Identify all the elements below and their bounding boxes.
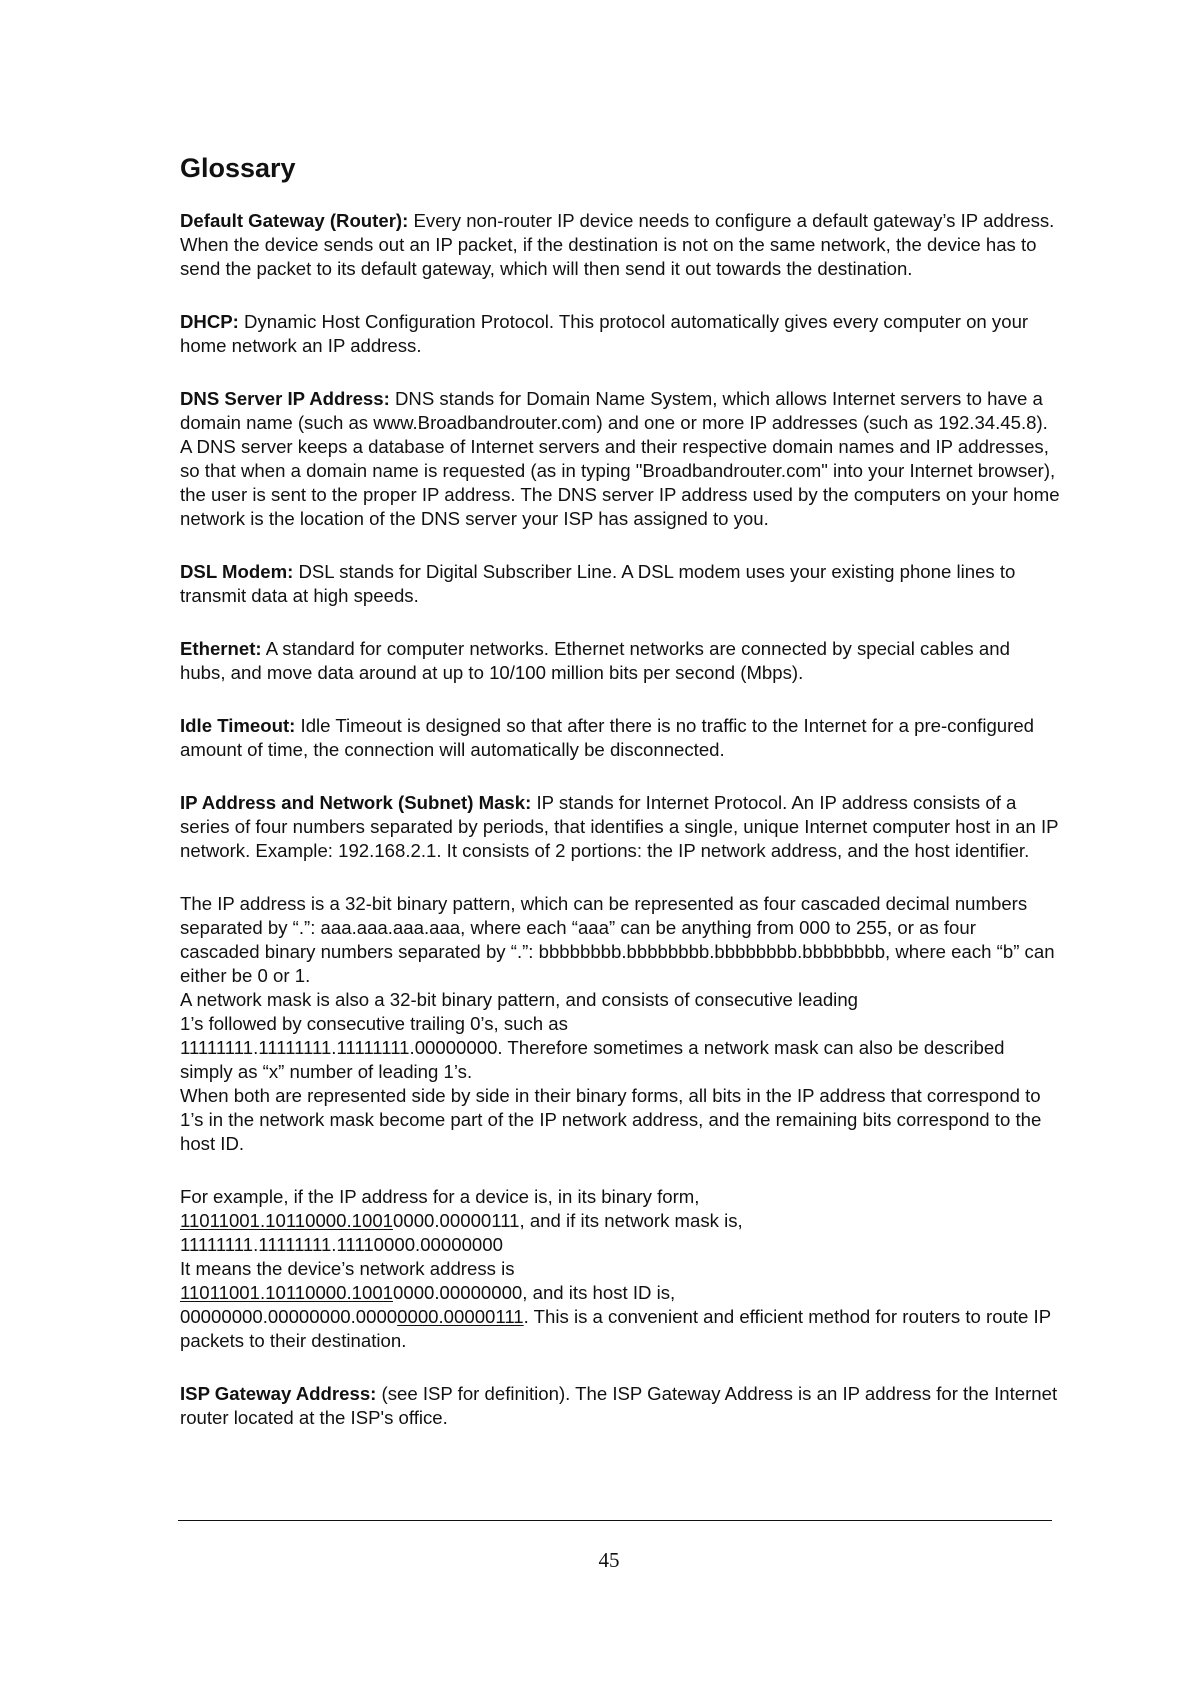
example-ip-rest: 0000.00000111, and if its network mask is,: [393, 1210, 743, 1231]
ip-pattern-text: The IP address is a 32-bit binary pattern, which can be represented as four cascaded decimal numbers separated by “.”: aaa.aaa.aaa.aaa, where each “aaa” can be anything from 000 to 255, or as four cascaded binary numbers separated by “.”: bbbbbbbb.bbbbbbbb.bbbbbbbb.bbbbbbbb, where each “b” can either be 0 or 1.: [180, 893, 1055, 986]
example-host-plain: 00000000.00000000.0000: [180, 1306, 398, 1327]
example-ip-network-part: 11011001.10110000.1001: [180, 1210, 394, 1231]
glossary-entry-default-gateway: [180, 209, 1060, 281]
glossary-entry-dsl-modem: [180, 560, 1060, 608]
glossary-entry-dns-server: [180, 387, 1060, 531]
entry-term: Ethernet:: [180, 638, 262, 659]
ip-address-explanation: [180, 892, 1060, 1156]
entry-term: DNS Server IP Address:: [180, 388, 390, 409]
example-network-rest: 0000.00000000, and its host ID is,: [393, 1282, 676, 1303]
entry-term: DSL Modem:: [180, 561, 294, 582]
example-network-line: [180, 1281, 1060, 1305]
entry-definition: Idle Timeout is designed so that after there is no traffic to the Internet for a pre-configured amount of time, the connection will automatically be disconnected.: [180, 715, 1035, 760]
entry-definition: (see ISP for definition). The ISP Gateway Address is an IP address for the Internet router located at the ISP's office.: [180, 1383, 1058, 1428]
network-mask-text-2: 1’s followed by consecutive trailing 0’s, such as: [180, 1013, 568, 1034]
entry-definition: Every non-router IP device needs to configure a default gateway’s IP address. When the device sends out an IP packet, if the destination is not on the same network, the device has to send the packet to its default gateway, which will then send it out towards the destination.: [180, 210, 1055, 279]
example-ip-line: [180, 1209, 1060, 1233]
entry-term: Default Gateway (Router):: [180, 210, 409, 231]
example-host-rest: . This is a convenient and efficient method for routers to route IP packets to their destination.: [180, 1306, 1051, 1351]
network-mask-text: A network mask is also a 32-bit binary pattern, and consists of consecutive leading: [180, 989, 858, 1010]
binary-forms-text: When both are represented side by side in their binary forms, all bits in the IP address that correspond to 1’s in the network mask become part of the IP network address, and the remaining bits correspond to the host ID.: [180, 1085, 1042, 1154]
page-number: 45: [598, 1548, 620, 1572]
page-title: Glossary: [180, 153, 296, 183]
glossary-entry-idle-timeout: [180, 714, 1060, 762]
entry-term: IP Address and Network (Subnet) Mask:: [180, 792, 532, 813]
entry-definition: Dynamic Host Configuration Protocol. This protocol automatically gives every computer on your home network an IP address.: [180, 311, 1029, 356]
example-network-part: 11011001.10110000.1001: [180, 1282, 394, 1303]
example-means: It means the device’s network address is: [180, 1258, 515, 1279]
entry-term: ISP Gateway Address:: [180, 1383, 377, 1404]
glossary-entry-ethernet: [180, 637, 1060, 685]
entry-definition: A standard for computer networks. Ethernet networks are connected by special cables and hubs, and move data around at up to 10/100 million bits per second (Mbps).: [180, 638, 1010, 683]
example-host-part: 0000.00000111: [397, 1306, 524, 1327]
example-mask: 11111111.11111111.11110000.00000000: [180, 1234, 503, 1255]
entry-term: Idle Timeout:: [180, 715, 296, 736]
entry-term: DHCP:: [180, 311, 239, 332]
network-mask-example: 11111111.11111111.11111111.00000000. Therefore sometimes a network mask can also be described simply as “x” number of leading 1’s.: [180, 1037, 1005, 1082]
entry-definition: DNS stands for Domain Name System, which allows Internet servers to have a domain name (such as www.Broadbandrouter.com) and one or more IP addresses (such as 192.34.45.8). A DNS server keeps a database of Internet servers and their respective domain names and IP addresses, so that when a domain name is requested (as in typing "Broadbandrouter.com" into your Internet browser), the user is sent to the proper IP address. The DNS server IP address used by the computers on your home network is the location of the DNS server your ISP has assigned to you.: [180, 388, 1060, 529]
glossary-entry-isp-gateway: [180, 1382, 1060, 1430]
entry-definition: IP stands for Internet Protocol. An IP address consists of a series of four numbers separated by periods, that identifies a single, unique Internet computer host in an IP network. Example: 192.168.2.1. It consists of 2 portions: the IP network address, and the host identifier.: [180, 792, 1059, 861]
entry-definition: DSL stands for Digital Subscriber Line. A DSL modem uses your existing phone lines to transmit data at high speeds.: [180, 561, 1016, 606]
footer-divider: [178, 1520, 1052, 1521]
glossary-entry-dhcp: [180, 310, 1060, 358]
glossary-entry-ip-address: [180, 791, 1060, 863]
example-intro: For example, if the IP address for a device is, in its binary form,: [180, 1186, 700, 1207]
example-host-line: [180, 1305, 1060, 1353]
ip-example-block: [180, 1185, 1060, 1353]
glossary-page: [180, 150, 1060, 1459]
